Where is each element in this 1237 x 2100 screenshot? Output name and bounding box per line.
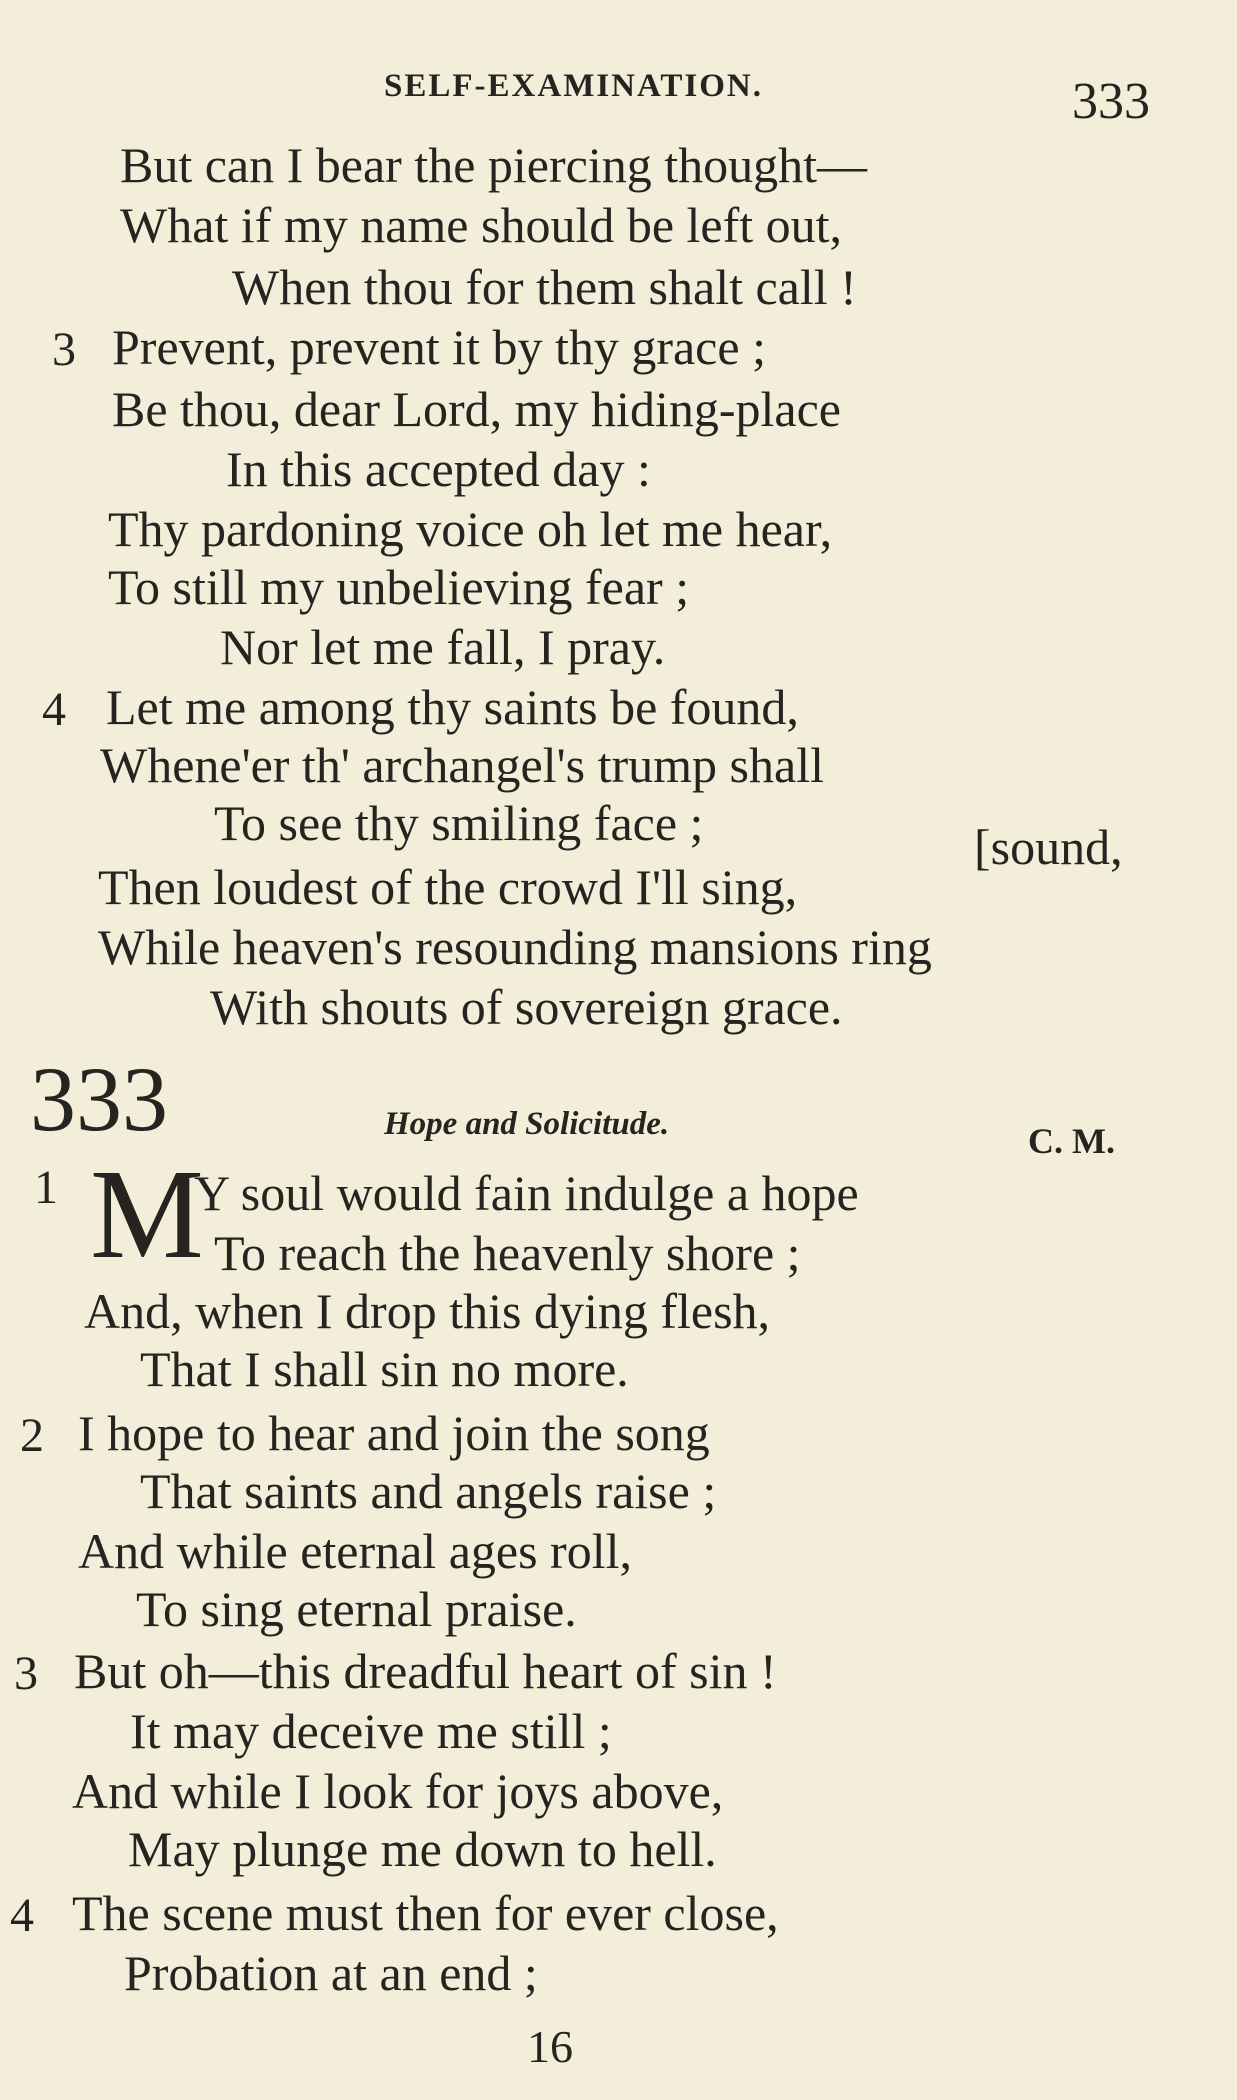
verse-line: Whene'er th' archangel's trump shall	[100, 737, 824, 793]
verse-line: What if my name should be left out,	[120, 197, 843, 253]
verse-line: And while I look for joys above,	[72, 1763, 724, 1819]
verse-line: But can I bear the piercing thought—	[120, 137, 867, 193]
signature-mark: 16	[527, 2021, 573, 2072]
page-number: 333	[1072, 73, 1150, 130]
verse-line: That saints and angels raise ;	[140, 1463, 717, 1519]
verse-line: Let me among thy saints be found,	[106, 679, 799, 735]
verse-number: 3	[52, 323, 76, 376]
hymn-number: 333	[30, 1048, 168, 1150]
verse-line: Probation at an end ;	[124, 1945, 538, 2001]
verse-turnover: [sound,	[974, 819, 1123, 875]
drop-cap: M	[90, 1143, 204, 1285]
verse-line: Then loudest of the crowd I'll sing,	[98, 859, 798, 915]
verse-line: Prevent, prevent it by thy grace ;	[112, 319, 766, 375]
verse-number: 2	[20, 1409, 44, 1462]
verse-line: That I shall sin no more.	[140, 1341, 629, 1397]
verse-line: I hope to hear and join the song	[78, 1405, 710, 1461]
verse-line: To reach the heavenly shore ;	[214, 1225, 801, 1281]
verse-line: The scene must then for ever close,	[72, 1885, 779, 1941]
verse-line: And, when I drop this dying flesh,	[84, 1283, 771, 1339]
verse-line: To sing eternal praise.	[136, 1581, 577, 1637]
verse-number: 4	[10, 1889, 34, 1942]
verse-number: 1	[34, 1161, 58, 1214]
verse-line: Thy pardoning voice oh let me hear,	[108, 501, 833, 557]
verse-line: And while eternal ages roll,	[78, 1523, 632, 1579]
verse-line: With shouts of sovereign grace.	[210, 979, 843, 1035]
verse-line: Nor let me fall, I pray.	[220, 619, 666, 675]
verse-line: To see thy smiling face ;	[214, 795, 704, 851]
verse-line: While heaven's resounding mansions ring	[98, 919, 932, 975]
verse-number: 4	[42, 683, 66, 736]
verse-line: It may deceive me still ;	[130, 1703, 612, 1759]
verse-line: But oh—this dreadful heart of sin !	[74, 1643, 777, 1699]
verse-number: 3	[14, 1647, 38, 1700]
running-header-title: SELF-EXAMINATION.	[384, 68, 764, 104]
verse-line: In this accepted day :	[226, 441, 651, 497]
verse-line: When thou for them shalt call !	[232, 259, 857, 315]
verse-line: Be thou, dear Lord, my hiding-place	[112, 381, 841, 437]
hymn-meter: C. M.	[1028, 1121, 1115, 1161]
verse-line: To still my unbelieving fear ;	[108, 559, 690, 615]
hymn-title: Hope and Solicitude.	[384, 1106, 670, 1142]
verse-line: Y soul would fain indulge a hope	[194, 1165, 859, 1221]
verse-line: May plunge me down to hell.	[128, 1821, 717, 1877]
